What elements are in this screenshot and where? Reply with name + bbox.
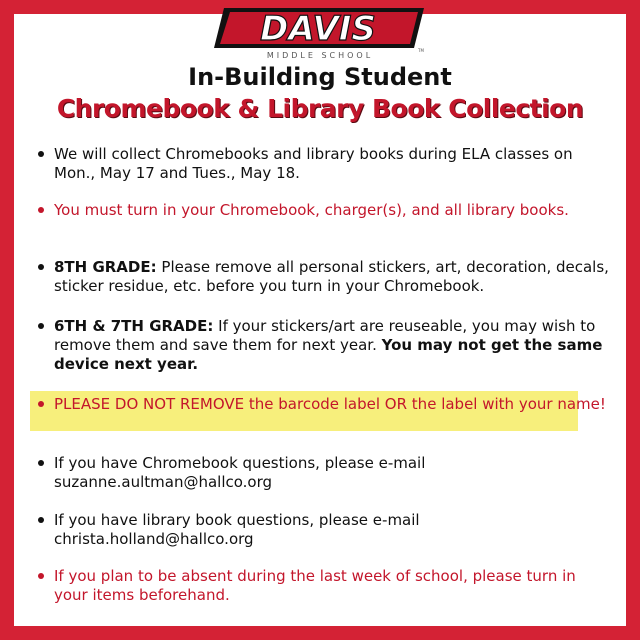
bullet-text: If you have library book questions, please e-mail christa.holland@hallco.org (54, 511, 420, 548)
heading-line2: Chromebook & Library Book Collection (56, 94, 584, 123)
bullet-dot-icon (38, 460, 44, 466)
bullet-dot-icon (38, 517, 44, 523)
bullet-text: You must turn in your Chromebook, charger(s), and all library books. (54, 201, 569, 219)
bullet-text (54, 317, 610, 374)
bullet-dot-icon (38, 573, 44, 579)
logo-subtitle: MIDDLE SCHOOL (266, 51, 374, 60)
bullet-dot-icon (38, 323, 44, 329)
bullet-text: We will collect Chromebooks and library books during ELA classes on Mon., May 17 and Tues., May 18. (54, 145, 573, 182)
bullet-dot-icon (38, 151, 44, 157)
bullet-dot-icon (38, 401, 44, 407)
grade-instructions: Please remove all personal stickers, art, decoration, decals, sticker residue, etc. before you turn in your Chromebook. (54, 258, 609, 295)
bullet-text (54, 258, 610, 296)
grade-instructions: If your stickers/art are reuseable, you may wish to remove them and save them for next year. (54, 317, 596, 354)
bullet-text: PLEASE DO NOT REMOVE the barcode label OR the label with your name! (54, 395, 606, 413)
bullet-text: If you have Chromebook questions, please e-mail suzanne.aultman@hallco.org (54, 454, 426, 491)
bullet-dot-icon (38, 264, 44, 270)
logo-tm: TM (418, 48, 424, 53)
device-warning: You may not get the same device next year. (54, 336, 603, 373)
grade-label: 6TH & 7TH GRADE: (54, 317, 214, 335)
davis-logo (0, 2, 640, 62)
grade-label: 8TH GRADE: (54, 258, 157, 276)
bullet-dot-icon (38, 207, 44, 213)
heading-line1: In-Building Student (188, 63, 452, 91)
logo-word: DAVIS (260, 9, 376, 49)
davis-logo-graphic (210, 2, 430, 62)
bullet-text: If you plan to be absent during the last week of school, please turn in your items beforehand. (54, 567, 576, 604)
